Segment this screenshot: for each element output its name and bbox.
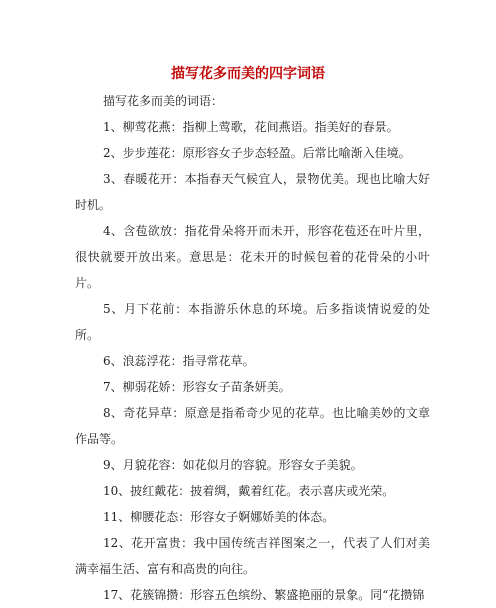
entry-paragraph: 12、花开富贵：我中国传统吉祥图案之一，代表了人们对美满幸福生活、富有和高贵的向往。: [75, 536, 430, 576]
intro-paragraph: 描写花多而美的词语：: [103, 94, 224, 108]
entry-paragraph: 1、柳莺花燕：指柳上莺歌，花间燕语。指美好的春景。: [103, 120, 399, 134]
entry-paragraph: 3、春暖花开：本指春天气候宜人，景物优美。现也比喻大好时机。: [75, 172, 430, 212]
entry-paragraph: 4、含苞欲放：指花骨朵将开而未开，形容花苞还在叶片里，很快就要开放出来。意思是：花未开的时候包着的花骨朵的小叶片。: [75, 224, 430, 290]
entry-paragraph: 9、月貌花容：如花似月的容貌。形容女子美貌。: [103, 458, 363, 472]
document-title: 描写花多而美的四字词语: [171, 66, 325, 82]
entry-paragraph: 7、柳弱花娇：形容女子苗条妍美。: [103, 380, 291, 394]
entry-paragraph: 6、浪蕊浮花：指寻常花草。: [103, 354, 255, 368]
entry-paragraph: 10、披红戴花：披着绸，戴着红花。表示喜庆或光荣。: [103, 484, 395, 498]
entry-paragraph: 8、奇花异草：原意是指希奇少见的花草。也比喻美妙的文章作品等。: [75, 406, 430, 446]
entry-paragraph: 2、步步莲花：原形容女子步态轻盈。后常比喻渐入佳境。: [103, 146, 411, 160]
entry-paragraph: 17、花簇锦攒：形容五色缤纷、繁盛艳丽的景象。同“花攒锦: [103, 588, 425, 602]
entry-paragraph: 11、柳腰花态：形容女子婀娜娇美的体态。: [103, 510, 335, 524]
document-body: [75, 88, 430, 608]
entry-paragraph: 5、月下花前：本指游乐休息的环境。后多指谈情说爱的处所。: [75, 302, 430, 342]
